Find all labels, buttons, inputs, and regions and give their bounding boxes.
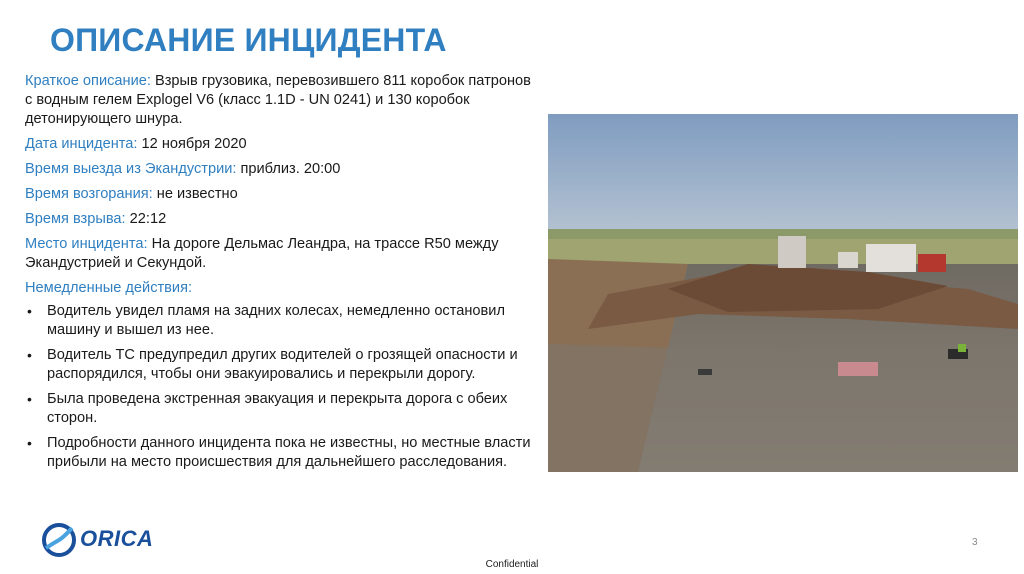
action-text: Была проведена экстренная эвакуация и перекрыта дорога с обеих сторон.	[47, 391, 508, 426]
actions-list	[25, 302, 540, 472]
action-text: Водитель ТС предупредил других водителей о грозящей опасности и распорядился, чтобы они эвакуировались и перекрыли дорогу.	[47, 347, 518, 382]
date-paragraph	[25, 135, 540, 154]
location-label: Место инцидента:	[25, 236, 148, 252]
incident-description	[25, 72, 540, 478]
location-value: На дороге Дельмас Леандра, на трассе R50 между Экандустрией и Секундой.	[25, 236, 499, 271]
date-label: Дата инцидента:	[25, 136, 138, 152]
explosion-value: 22:12	[125, 211, 167, 227]
list-item	[25, 346, 540, 384]
summary-paragraph	[25, 72, 540, 129]
bullet-icon: •	[27, 303, 32, 319]
action-text: Подробности данного инцидента пока не известны, но местные власти прибыли на место происшествия для дальнейшего расследования.	[47, 435, 531, 470]
orica-logo	[42, 520, 172, 560]
confidential-footer: Confidential	[485, 559, 539, 570]
logo-text: ORICA	[80, 526, 154, 551]
location-paragraph	[25, 235, 540, 273]
page-number: 3	[972, 537, 978, 548]
departure-paragraph	[25, 160, 540, 179]
incident-site-photo-drawing	[548, 114, 1018, 472]
actions-heading	[25, 279, 540, 298]
departure-label: Время выезда из Экандустрии:	[25, 161, 237, 177]
departure-value: приблиз. 20:00	[236, 161, 341, 177]
explosion-label: Время взрыва:	[25, 211, 126, 227]
list-item	[25, 302, 540, 340]
actions-label: Немедленные действия:	[25, 280, 193, 296]
incident-site-photo	[548, 114, 1018, 472]
bullet-icon: •	[27, 435, 32, 451]
ignition-value: не известно	[152, 186, 238, 202]
list-item	[25, 390, 540, 428]
summary-value: Взрыв грузовика, перевозившего 811 коробок патронов с водным гелем Explogel V6 (класс 1.1D - UN 0241) и 130 коробок детонирующего шнура.	[25, 73, 531, 127]
ignition-paragraph	[25, 185, 540, 204]
ignition-label: Время возгорания:	[25, 186, 153, 202]
bullet-icon: •	[27, 347, 32, 363]
explosion-paragraph	[25, 210, 540, 229]
slide-title: ОПИСАНИЕ ИНЦИДЕНТА	[50, 22, 447, 58]
list-item	[25, 434, 540, 472]
orica-logo-icon	[42, 520, 78, 560]
summary-label: Краткое описание:	[25, 73, 151, 89]
bullet-icon: •	[27, 391, 32, 407]
action-text: Водитель увидел пламя на задних колесах, немедленно остановил машину и вышел из нее.	[47, 303, 505, 338]
date-value: 12 ноября 2020	[137, 136, 247, 152]
